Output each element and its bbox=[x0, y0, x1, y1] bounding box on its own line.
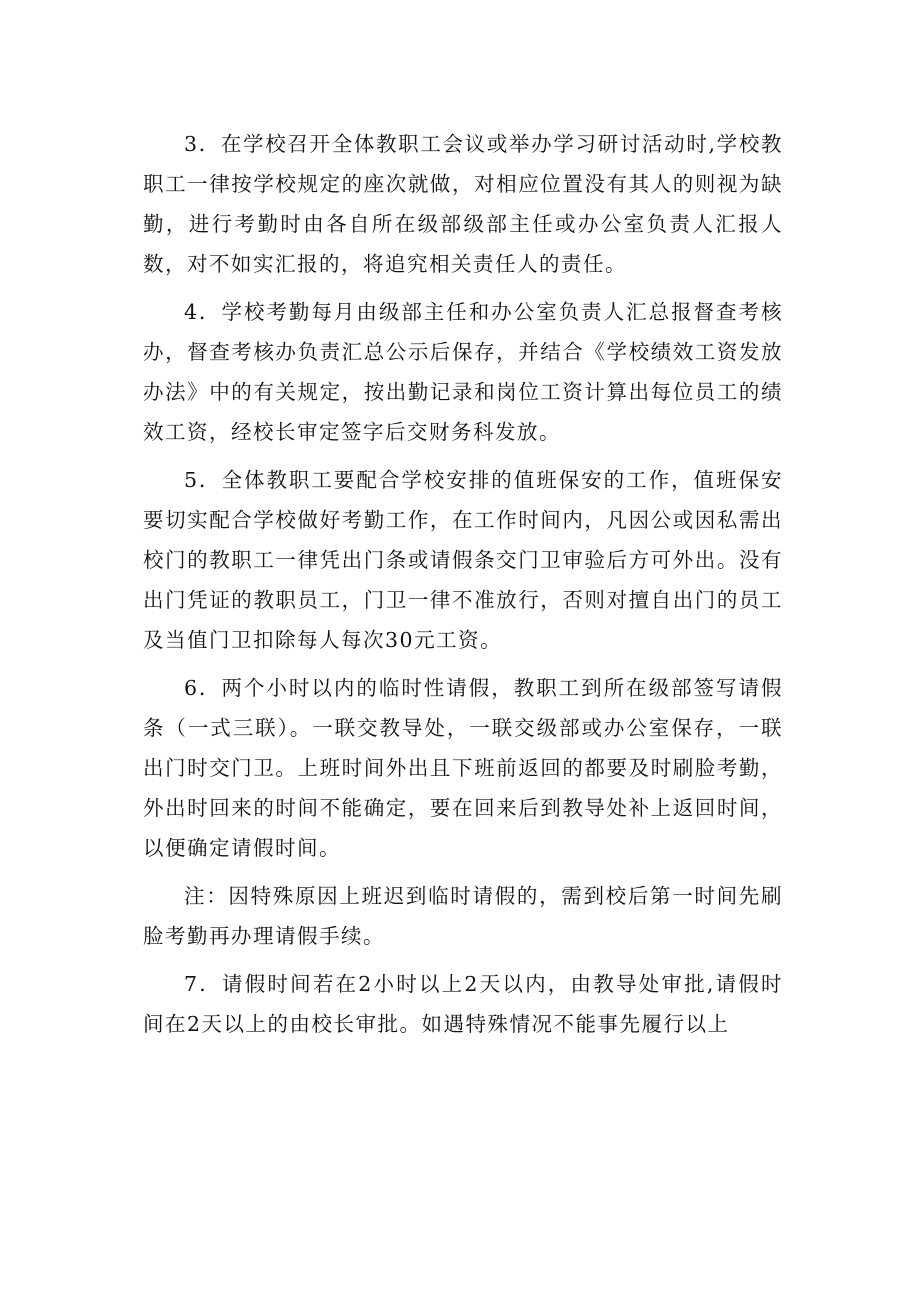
paragraph-item-6: 6．两个小时以内的临时性请假，教职工到所在级部签写请假条（一式三联）。一联交教导处，一联交级部或办公室保存，一联出门时交门卫。上班时间外出且下班前返回的都要及时刷脸考勤，外出时回来的时间不能确定，要在回来后到教导处补上返回时间，以便确定请假时间。 bbox=[143, 676, 783, 860]
document-body bbox=[143, 124, 783, 1052]
paragraph-item-4: 4．学校考勤每月由级部主任和办公室负责人汇总报督查考核办，督查考核办负责汇总公示后保存，并结合《学校绩效工资发放办法》中的有关规定，按出勤记录和岗位工资计算出每位员工的绩效工资，经校长审定签字后交财务科发放。 bbox=[143, 300, 783, 444]
paragraph-item-5: 5．全体教职工要配合学校安排的值班保安的工作，值班保安要切实配合学校做好考勤工作，在工作时间内，凡因公或因私需出校门的教职工一律凭出门条或请假条交门卫审验后方可外出。没有出门凭证的教职员工，门卫一律不准放行，否则对擅自出门的员工及当值门卫扣除每人每次30元工资。 bbox=[143, 468, 783, 652]
paragraph-item-7: 7．请假时间若在2小时以上2天以内，由教导处审批,请假时间在2天以上的由校长审批。如遇特殊情况不能事先履行以上 bbox=[143, 972, 783, 1036]
paragraph-note: 注：因特殊原因上班迟到临时请假的，需到校后第一时间先刷脸考勤再办理请假手续。 bbox=[143, 884, 783, 948]
paragraph-item-3: 3．在学校召开全体教职工会议或举办学习研讨活动时,学校教职工一律按学校规定的座次就做，对相应位置没有其人的则视为缺勤，进行考勤时由各自所在级部级部主任或办公室负责人汇报人数，对不如实汇报的，将追究相关责任人的责任。 bbox=[143, 132, 783, 276]
